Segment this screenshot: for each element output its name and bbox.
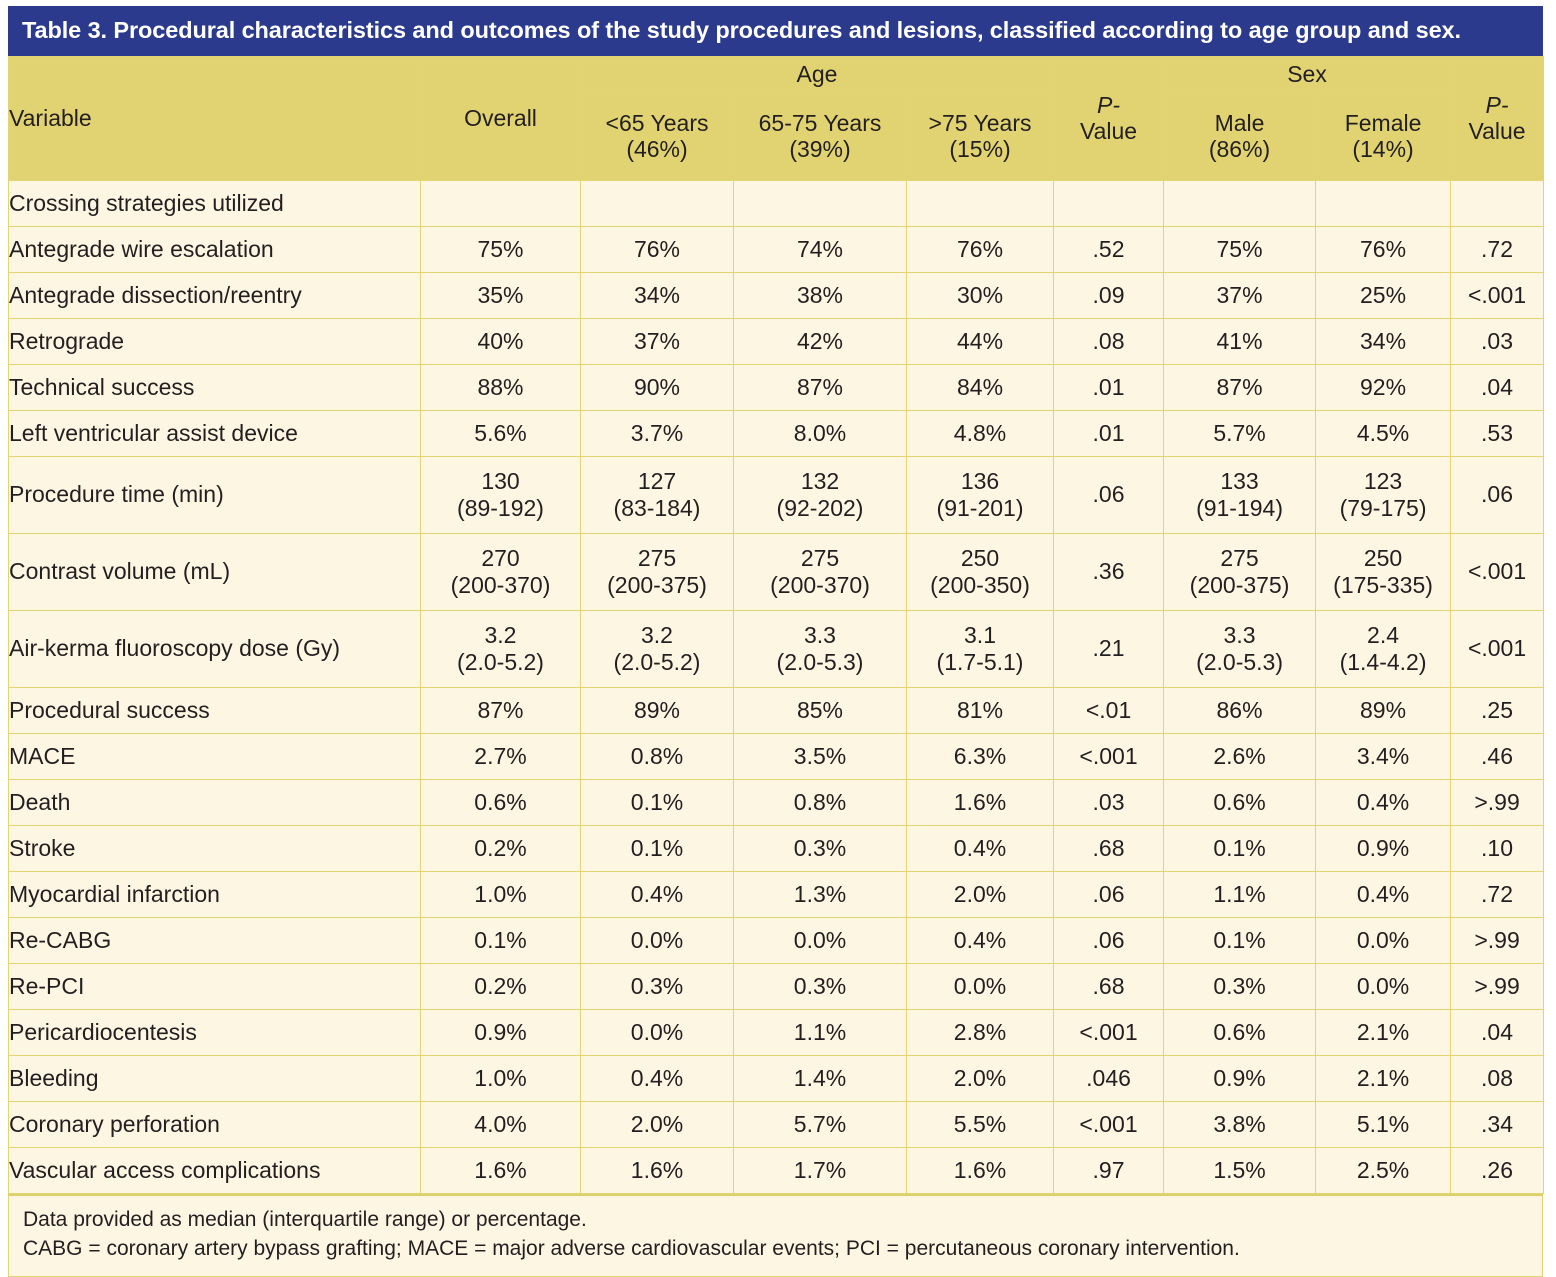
cell-overall: 0.2% <box>421 826 581 872</box>
table-row <box>9 319 1544 365</box>
cell-iqr: (83-184) <box>613 495 701 522</box>
cell-gt75: 2.0% <box>907 872 1054 918</box>
table-row <box>9 826 1544 872</box>
cell-overall: 1.0% <box>421 1056 581 1102</box>
cell-p-age: .06 <box>1054 872 1164 918</box>
cell-a65-75 <box>734 611 907 688</box>
table-body <box>9 181 1544 1194</box>
cell-gt75: 84% <box>907 365 1054 411</box>
cell-median: 250 <box>1363 544 1403 571</box>
header-group-row <box>9 57 1544 94</box>
cell-p-age: .08 <box>1054 319 1164 365</box>
cell-male: 41% <box>1164 319 1316 365</box>
row-label: Re-PCI <box>9 964 421 1010</box>
table-row <box>9 964 1544 1010</box>
cell-male: 0.1% <box>1164 826 1316 872</box>
cell-overall: 0.1% <box>421 918 581 964</box>
table-row <box>9 918 1544 964</box>
cell-a65-75: 87% <box>734 365 907 411</box>
cell-p-age: .52 <box>1054 227 1164 273</box>
cell-a65-75: 85% <box>734 688 907 734</box>
cell-median: 275 <box>637 544 677 571</box>
table-row <box>9 1148 1544 1194</box>
cell-lt65 <box>581 534 734 611</box>
header-pvalue-sex-value: Value <box>1468 117 1526 144</box>
cell-gt75: 44% <box>907 319 1054 365</box>
cell-male <box>1164 611 1316 688</box>
cell-iqr: (200-370) <box>770 572 870 599</box>
header-age-65-75-pct: (39%) <box>789 136 851 163</box>
cell-overall <box>421 611 581 688</box>
cell-female: 25% <box>1316 273 1451 319</box>
table-row <box>9 1056 1544 1102</box>
header-age-lt65-pct: (46%) <box>626 136 688 163</box>
cell-p-sex: >.99 <box>1451 918 1544 964</box>
cell-iqr: (89-192) <box>457 495 544 522</box>
cell-overall: 2.7% <box>421 734 581 780</box>
cell-median: 133 <box>1220 467 1259 494</box>
cell-gt75: 1.6% <box>907 1148 1054 1194</box>
cell-iqr: (79-175) <box>1339 495 1427 522</box>
row-label: Vascular access complications <box>9 1148 421 1194</box>
cell-iqr: (2.0-5.3) <box>1196 649 1283 676</box>
row-label: Bleeding <box>9 1056 421 1102</box>
cell-p-age: <.001 <box>1054 734 1164 780</box>
cell-median: 3.2 <box>641 621 673 648</box>
row-label: Left ventricular assist device <box>9 411 421 457</box>
cell-gt75 <box>907 534 1054 611</box>
cell-iqr: (92-202) <box>776 495 864 522</box>
table-row <box>9 1010 1544 1056</box>
cell-a65-75: 5.7% <box>734 1102 907 1148</box>
cell-p-sex: .34 <box>1451 1102 1544 1148</box>
cell-iqr: (200-375) <box>1189 572 1290 599</box>
cell-lt65: 37% <box>581 319 734 365</box>
cell-iqr: (91-201) <box>936 495 1024 522</box>
cell-lt65: 0.1% <box>581 826 734 872</box>
table-row <box>9 227 1544 273</box>
cell-iqr: (200-375) <box>607 572 707 599</box>
cell-p-sex: .53 <box>1451 411 1544 457</box>
cell-median: 3.1 <box>964 621 996 648</box>
cell-lt65: 0.4% <box>581 872 734 918</box>
cell-a65-75: 0.8% <box>734 780 907 826</box>
row-label: Retrograde <box>9 319 421 365</box>
row-label: Re-CABG <box>9 918 421 964</box>
cell-p-sex: .72 <box>1451 227 1544 273</box>
cell-gt75 <box>907 181 1054 227</box>
cell-median: 2.4 <box>1367 621 1400 648</box>
row-label: Technical success <box>9 365 421 411</box>
cell-male: 75% <box>1164 227 1316 273</box>
table-footnote <box>8 1194 1543 1277</box>
table-title: Table 3. Procedural characteristics and outcomes of the study procedures and lesions, classified according to age group and sex. <box>8 6 1543 56</box>
cell-female: 89% <box>1316 688 1451 734</box>
cell-a65-75 <box>734 181 907 227</box>
cell-female <box>1316 611 1451 688</box>
cell-overall <box>421 181 581 227</box>
cell-overall: 0.2% <box>421 964 581 1010</box>
cell-lt65: 90% <box>581 365 734 411</box>
cell-overall: 0.9% <box>421 1010 581 1056</box>
cell-male <box>1164 457 1316 534</box>
cell-overall: 4.0% <box>421 1102 581 1148</box>
cell-median: 275 <box>800 544 840 571</box>
cell-p-age: .68 <box>1054 826 1164 872</box>
header-age-65-75-line1: 65-75 Years <box>758 110 882 137</box>
cell-p-age: <.001 <box>1054 1010 1164 1056</box>
cell-gt75: 0.4% <box>907 918 1054 964</box>
row-label: Death <box>9 780 421 826</box>
cell-male: 0.3% <box>1164 964 1316 1010</box>
cell-male: 86% <box>1164 688 1316 734</box>
cell-lt65 <box>581 457 734 534</box>
cell-a65-75: 1.4% <box>734 1056 907 1102</box>
table-row <box>9 411 1544 457</box>
cell-overall: 40% <box>421 319 581 365</box>
cell-a65-75: 0.3% <box>734 826 907 872</box>
header-group-sex: Sex <box>1164 57 1451 94</box>
cell-lt65: 0.0% <box>581 918 734 964</box>
cell-p-sex: .08 <box>1451 1056 1544 1102</box>
cell-p-sex: .25 <box>1451 688 1544 734</box>
cell-male <box>1164 534 1316 611</box>
header-age-lt65 <box>581 94 734 181</box>
cell-gt75: 30% <box>907 273 1054 319</box>
cell-p-sex: >.99 <box>1451 964 1544 1010</box>
cell-iqr: (2.0-5.2) <box>613 649 701 676</box>
row-label: Air-kerma fluoroscopy dose (Gy) <box>9 611 421 688</box>
cell-female <box>1316 457 1451 534</box>
cell-iqr: (200-370) <box>450 572 551 599</box>
cell-female: 3.4% <box>1316 734 1451 780</box>
cell-female: 4.5% <box>1316 411 1451 457</box>
cell-overall: 0.6% <box>421 780 581 826</box>
table-row <box>9 780 1544 826</box>
table-row <box>9 273 1544 319</box>
row-label: Crossing strategies utilized <box>9 181 421 227</box>
cell-lt65: 0.8% <box>581 734 734 780</box>
cell-iqr: (2.0-5.3) <box>776 649 864 676</box>
cell-lt65: 2.0% <box>581 1102 734 1148</box>
cell-female <box>1316 534 1451 611</box>
table-row <box>9 457 1544 534</box>
header-age-gt75 <box>907 94 1054 181</box>
cell-overall: 5.6% <box>421 411 581 457</box>
cell-lt65 <box>581 611 734 688</box>
cell-p-sex: <.001 <box>1451 611 1544 688</box>
cell-p-age: .03 <box>1054 780 1164 826</box>
cell-female: 2.1% <box>1316 1056 1451 1102</box>
table-container <box>8 6 1543 1277</box>
cell-median: 3.3 <box>804 621 836 648</box>
cell-p-sex: .26 <box>1451 1148 1544 1194</box>
table-row <box>9 365 1544 411</box>
cell-p-age: .06 <box>1054 457 1164 534</box>
cell-a65-75: 1.3% <box>734 872 907 918</box>
cell-p-sex: .46 <box>1451 734 1544 780</box>
row-label: Procedural success <box>9 688 421 734</box>
cell-female: 5.1% <box>1316 1102 1451 1148</box>
cell-median: 250 <box>960 544 1000 571</box>
cell-female: 0.4% <box>1316 780 1451 826</box>
cell-gt75: 5.5% <box>907 1102 1054 1148</box>
cell-median: 3.3 <box>1223 621 1256 648</box>
cell-female: 0.4% <box>1316 872 1451 918</box>
cell-median: 130 <box>481 467 520 494</box>
header-sex-female-pct: (14%) <box>1352 136 1414 163</box>
cell-p-sex: <.001 <box>1451 534 1544 611</box>
data-table <box>8 56 1544 1194</box>
cell-male: 0.1% <box>1164 918 1316 964</box>
cell-a65-75: 42% <box>734 319 907 365</box>
cell-lt65: 0.4% <box>581 1056 734 1102</box>
cell-lt65: 0.0% <box>581 1010 734 1056</box>
cell-a65-75: 8.0% <box>734 411 907 457</box>
table-row <box>9 1102 1544 1148</box>
cell-a65-75: 3.5% <box>734 734 907 780</box>
cell-female: 2.1% <box>1316 1010 1451 1056</box>
cell-female: 34% <box>1316 319 1451 365</box>
cell-p-sex: .72 <box>1451 872 1544 918</box>
row-label: MACE <box>9 734 421 780</box>
cell-lt65: 3.7% <box>581 411 734 457</box>
cell-median: 275 <box>1220 544 1259 571</box>
row-label: Pericardiocentesis <box>9 1010 421 1056</box>
cell-a65-75: 38% <box>734 273 907 319</box>
cell-iqr: (175-335) <box>1333 572 1433 599</box>
table-row <box>9 734 1544 780</box>
cell-p-age: .21 <box>1054 611 1164 688</box>
cell-gt75: 81% <box>907 688 1054 734</box>
cell-iqr: (200-350) <box>930 572 1030 599</box>
header-age-gt75-line1: >75 Years <box>928 110 1032 137</box>
cell-p-sex: .10 <box>1451 826 1544 872</box>
cell-overall <box>421 534 581 611</box>
header-age-lt65-line1: <65 Years <box>605 110 709 137</box>
cell-male: 2.6% <box>1164 734 1316 780</box>
cell-gt75: 0.0% <box>907 964 1054 1010</box>
cell-median: 136 <box>960 467 1000 494</box>
table-row <box>9 181 1544 227</box>
cell-overall <box>421 457 581 534</box>
cell-a65-75 <box>734 534 907 611</box>
row-label: Antegrade wire escalation <box>9 227 421 273</box>
header-pvalue-sex <box>1451 57 1544 181</box>
cell-p-age: .01 <box>1054 411 1164 457</box>
cell-overall: 87% <box>421 688 581 734</box>
cell-male: 1.5% <box>1164 1148 1316 1194</box>
cell-iqr: (2.0-5.2) <box>457 649 544 676</box>
cell-p-sex: .04 <box>1451 1010 1544 1056</box>
row-label: Stroke <box>9 826 421 872</box>
cell-lt65: 0.3% <box>581 964 734 1010</box>
cell-p-age: .06 <box>1054 918 1164 964</box>
row-label: Antegrade dissection/reentry <box>9 273 421 319</box>
table-row <box>9 872 1544 918</box>
header-pvalue-age-p: P- <box>1097 91 1121 118</box>
cell-median: 3.2 <box>484 621 517 648</box>
cell-p-age: <.001 <box>1054 1102 1164 1148</box>
cell-male: 0.6% <box>1164 780 1316 826</box>
cell-gt75: 76% <box>907 227 1054 273</box>
row-label: Contrast volume (mL) <box>9 534 421 611</box>
cell-lt65: 89% <box>581 688 734 734</box>
row-label: Myocardial infarction <box>9 872 421 918</box>
cell-lt65: 0.1% <box>581 780 734 826</box>
cell-p-age <box>1054 181 1164 227</box>
header-sex-male-pct: (86%) <box>1208 136 1271 163</box>
cell-overall: 1.0% <box>421 872 581 918</box>
header-sex-male <box>1164 94 1316 181</box>
cell-p-age: .01 <box>1054 365 1164 411</box>
header-age-65-75 <box>734 94 907 181</box>
cell-p-sex: <.001 <box>1451 273 1544 319</box>
row-label: Procedure time (min) <box>9 457 421 534</box>
header-pvalue-age <box>1054 57 1164 181</box>
cell-a65-75: 0.3% <box>734 964 907 1010</box>
cell-overall: 35% <box>421 273 581 319</box>
table-row <box>9 688 1544 734</box>
cell-p-age: <.01 <box>1054 688 1164 734</box>
cell-male: 87% <box>1164 365 1316 411</box>
header-sex-male-line1: Male <box>1214 110 1265 137</box>
header-variable: Variable <box>9 57 421 181</box>
cell-male: 37% <box>1164 273 1316 319</box>
cell-median: 132 <box>800 467 840 494</box>
cell-female: 0.0% <box>1316 918 1451 964</box>
header-group-age: Age <box>581 57 1054 94</box>
cell-iqr: (91-194) <box>1196 495 1283 522</box>
cell-p-sex <box>1451 181 1544 227</box>
cell-p-sex: .04 <box>1451 365 1544 411</box>
cell-gt75: 2.8% <box>907 1010 1054 1056</box>
cell-gt75: 2.0% <box>907 1056 1054 1102</box>
cell-a65-75: 74% <box>734 227 907 273</box>
cell-gt75: 6.3% <box>907 734 1054 780</box>
cell-female <box>1316 181 1451 227</box>
cell-a65-75: 0.0% <box>734 918 907 964</box>
cell-p-sex: .03 <box>1451 319 1544 365</box>
cell-median: 123 <box>1363 467 1403 494</box>
header-age-gt75-pct: (15%) <box>949 136 1011 163</box>
cell-overall: 1.6% <box>421 1148 581 1194</box>
cell-male: 5.7% <box>1164 411 1316 457</box>
cell-iqr: (1.7-5.1) <box>936 649 1024 676</box>
cell-p-age: .97 <box>1054 1148 1164 1194</box>
header-pvalue-age-value: Value <box>1079 117 1138 144</box>
header-sex-female-line1: Female <box>1344 110 1422 137</box>
cell-male: 3.8% <box>1164 1102 1316 1148</box>
cell-p-age: .09 <box>1054 273 1164 319</box>
footnote-line-1: Data provided as median (interquartile range) or percentage. <box>23 1208 587 1232</box>
cell-male: 0.6% <box>1164 1010 1316 1056</box>
cell-female: 76% <box>1316 227 1451 273</box>
cell-overall: 75% <box>421 227 581 273</box>
cell-female: 0.9% <box>1316 826 1451 872</box>
cell-p-age: .36 <box>1054 534 1164 611</box>
cell-a65-75: 1.7% <box>734 1148 907 1194</box>
cell-iqr: (1.4-4.2) <box>1339 649 1427 676</box>
header-sex-female <box>1316 94 1451 181</box>
table-row <box>9 611 1544 688</box>
cell-female: 0.0% <box>1316 964 1451 1010</box>
cell-p-age: .68 <box>1054 964 1164 1010</box>
cell-male <box>1164 181 1316 227</box>
cell-gt75 <box>907 611 1054 688</box>
cell-lt65: 34% <box>581 273 734 319</box>
cell-a65-75: 1.1% <box>734 1010 907 1056</box>
cell-p-sex: >.99 <box>1451 780 1544 826</box>
row-label: Coronary perforation <box>9 1102 421 1148</box>
cell-female: 2.5% <box>1316 1148 1451 1194</box>
header-pvalue-sex-p: P- <box>1485 91 1509 118</box>
cell-lt65: 76% <box>581 227 734 273</box>
cell-lt65 <box>581 181 734 227</box>
table-header <box>9 57 1544 181</box>
cell-male: 1.1% <box>1164 872 1316 918</box>
cell-p-age: .046 <box>1054 1056 1164 1102</box>
cell-overall: 88% <box>421 365 581 411</box>
cell-female: 92% <box>1316 365 1451 411</box>
cell-a65-75 <box>734 457 907 534</box>
footnote-line-2: CABG = coronary artery bypass grafting; MACE = major adverse cardiovascular events; PCI = percutaneous coronary intervention. <box>23 1236 1240 1260</box>
cell-median: 270 <box>481 544 520 571</box>
cell-gt75: 1.6% <box>907 780 1054 826</box>
cell-p-sex: .06 <box>1451 457 1544 534</box>
cell-gt75: 0.4% <box>907 826 1054 872</box>
cell-gt75: 4.8% <box>907 411 1054 457</box>
cell-gt75 <box>907 457 1054 534</box>
header-overall: Overall <box>421 57 581 181</box>
cell-male: 0.9% <box>1164 1056 1316 1102</box>
table-row <box>9 534 1544 611</box>
cell-lt65: 1.6% <box>581 1148 734 1194</box>
cell-median: 127 <box>637 467 677 494</box>
